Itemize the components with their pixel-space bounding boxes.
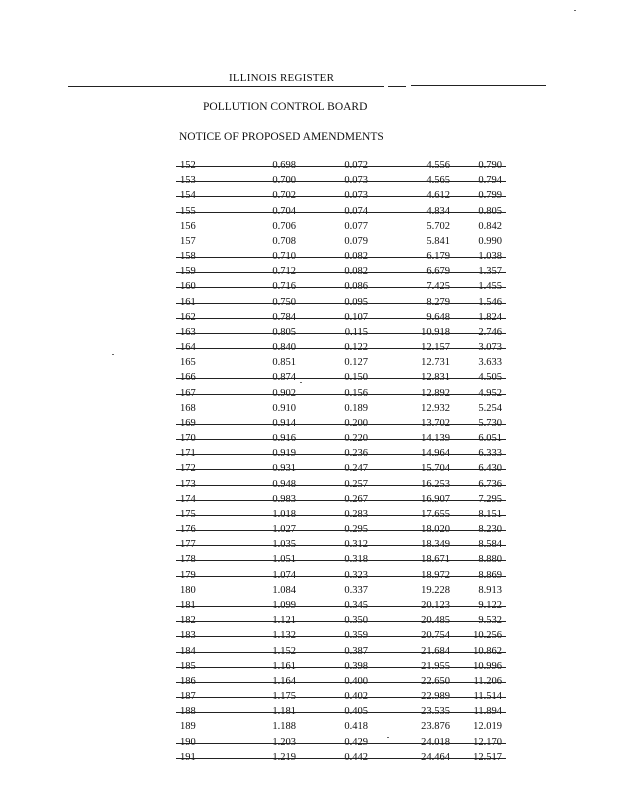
col-1-value: 0.851	[272, 357, 296, 369]
table-row	[176, 568, 506, 583]
table-row	[176, 719, 506, 734]
col-4-value: 4.505	[478, 372, 502, 384]
col-3-value: 13.702	[421, 417, 450, 429]
col-1-value: 0.750	[272, 296, 296, 308]
col-2-value: 0.073	[344, 175, 368, 187]
row-number: 163	[180, 326, 196, 338]
col-1-value: 1.152	[272, 645, 296, 657]
row-number: 188	[180, 706, 196, 718]
col-2-value: 0.220	[344, 433, 368, 445]
col-2-value: 0.337	[344, 584, 368, 596]
col-4-value: 6.430	[478, 463, 502, 475]
col-1-value: 1.018	[272, 508, 296, 520]
table-row	[176, 507, 506, 522]
col-1-value: 0.902	[272, 387, 296, 399]
row-number: 160	[180, 281, 196, 293]
col-1-value: 1.161	[272, 660, 296, 672]
col-1-value: 1.051	[272, 554, 296, 566]
col-1-value: 0.931	[272, 463, 296, 475]
row-number: 153	[180, 175, 196, 187]
row-number: 162	[180, 311, 196, 323]
table-row	[176, 355, 506, 370]
table-row	[176, 386, 506, 401]
col-2-value: 0.115	[344, 326, 368, 338]
col-3-value: 16.907	[421, 493, 450, 505]
col-3-value: 5.702	[426, 220, 450, 232]
table-row	[176, 628, 506, 643]
col-3-value: 18.671	[421, 554, 450, 566]
table-row	[176, 370, 506, 385]
row-number: 185	[180, 660, 196, 672]
table-row	[176, 173, 506, 188]
col-4-value: 10.256	[473, 630, 502, 642]
col-4-value: 9.532	[478, 615, 502, 627]
col-4-value: 11.514	[473, 691, 502, 703]
table-row	[176, 461, 506, 476]
col-3-value: 12.157	[421, 342, 450, 354]
col-3-value: 20.123	[421, 599, 450, 611]
col-2-value: 0.418	[344, 721, 368, 733]
col-2-value: 0.077	[344, 220, 368, 232]
col-4-value: 11.894	[473, 706, 502, 718]
col-1-value: 0.910	[272, 402, 296, 414]
col-2-value: 0.095	[344, 296, 368, 308]
table-row	[176, 492, 506, 507]
col-3-value: 21.955	[421, 660, 450, 672]
row-number: 180	[180, 584, 196, 596]
col-3-value: 8.279	[426, 296, 450, 308]
table-row	[176, 188, 506, 203]
col-2-value: 0.122	[344, 342, 368, 354]
row-number: 168	[180, 402, 196, 414]
row-number: 173	[180, 478, 196, 490]
col-4-value: 11.206	[473, 675, 502, 687]
col-2-value: 0.107	[344, 311, 368, 323]
row-number: 169	[180, 417, 196, 429]
row-number: 191	[180, 751, 196, 763]
col-4-value: 10.862	[473, 645, 502, 657]
col-4-value: 5.730	[478, 417, 502, 429]
row-number: 174	[180, 493, 196, 505]
col-1-value: 1.181	[272, 706, 296, 718]
col-4-value: 0.990	[478, 235, 502, 247]
table-row	[176, 522, 506, 537]
notice-heading: NOTICE OF PROPOSED AMENDMENTS	[179, 131, 384, 143]
col-2-value: 0.156	[344, 387, 368, 399]
table-row	[176, 295, 506, 310]
table-row	[176, 310, 506, 325]
col-1-value: 0.704	[272, 205, 296, 217]
col-1-value: 0.840	[272, 342, 296, 354]
col-2-value: 0.323	[344, 569, 368, 581]
row-number: 178	[180, 554, 196, 566]
row-number: 190	[180, 736, 196, 748]
row-number: 157	[180, 235, 196, 247]
col-2-value: 0.073	[344, 190, 368, 202]
col-4-value: 8.880	[478, 554, 502, 566]
col-2-value: 0.405	[344, 706, 368, 718]
table-row	[176, 279, 506, 294]
col-3-value: 18.972	[421, 569, 450, 581]
col-4-value: 0.799	[478, 190, 502, 202]
table-row	[176, 735, 506, 750]
col-3-value: 24.464	[421, 751, 450, 763]
col-2-value: 0.247	[344, 463, 368, 475]
col-4-value: 12.170	[473, 736, 502, 748]
row-number: 155	[180, 205, 196, 217]
table-row	[176, 446, 506, 461]
col-1-value: 0.919	[272, 448, 296, 460]
col-4-value: 8.151	[478, 508, 502, 520]
col-2-value: 0.402	[344, 691, 368, 703]
col-4-value: 12.019	[473, 721, 502, 733]
col-4-value: 3.633	[478, 357, 502, 369]
col-1-value: 0.712	[272, 266, 296, 278]
header-rule-right	[411, 85, 546, 86]
row-number: 158	[180, 251, 196, 263]
col-1-value: 0.706	[272, 220, 296, 232]
col-3-value: 10.918	[421, 326, 450, 338]
table-row	[176, 689, 506, 704]
col-4-value: 8.230	[478, 524, 502, 536]
col-3-value: 9.648	[426, 311, 450, 323]
col-2-value: 0.200	[344, 417, 368, 429]
col-4-value: 1.038	[478, 251, 502, 263]
col-2-value: 0.082	[344, 266, 368, 278]
table-row	[176, 537, 506, 552]
col-3-value: 18.020	[421, 524, 450, 536]
row-number: 165	[180, 357, 196, 369]
col-4-value: 8.913	[478, 584, 502, 596]
register-title: ILLINOIS REGISTER	[229, 72, 335, 84]
table-row	[176, 583, 506, 598]
col-3-value: 5.841	[426, 235, 450, 247]
col-3-value: 14.139	[421, 433, 450, 445]
row-number: 164	[180, 342, 196, 354]
col-4-value: 7.295	[478, 493, 502, 505]
col-4-value: 1.824	[478, 311, 502, 323]
row-number: 161	[180, 296, 196, 308]
col-3-value: 14.964	[421, 448, 450, 460]
col-4-value: 12.517	[473, 751, 502, 763]
col-1-value: 0.914	[272, 417, 296, 429]
col-4-value: 8.869	[478, 569, 502, 581]
col-2-value: 0.127	[344, 357, 368, 369]
table-row	[176, 204, 506, 219]
col-1-value: 0.716	[272, 281, 296, 293]
table-row	[176, 613, 506, 628]
table-row	[176, 401, 506, 416]
row-number: 183	[180, 630, 196, 642]
col-3-value: 19.228	[421, 584, 450, 596]
col-2-value: 0.429	[344, 736, 368, 748]
col-3-value: 4.565	[426, 175, 450, 187]
board-name: POLLUTION CONTROL BOARD	[203, 101, 368, 113]
col-3-value: 7.425	[426, 281, 450, 293]
table-row	[176, 704, 506, 719]
col-1-value: 1.203	[272, 736, 296, 748]
table-row	[176, 234, 506, 249]
col-3-value: 24.018	[421, 736, 450, 748]
col-2-value: 0.387	[344, 645, 368, 657]
col-4-value: 0.842	[478, 220, 502, 232]
col-2-value: 0.150	[344, 372, 368, 384]
col-3-value: 23.535	[421, 706, 450, 718]
table-row	[176, 644, 506, 659]
col-3-value: 20.754	[421, 630, 450, 642]
row-number: 170	[180, 433, 196, 445]
table-row	[176, 431, 506, 446]
row-number: 159	[180, 266, 196, 278]
col-2-value: 0.345	[344, 599, 368, 611]
col-4-value: 10.996	[473, 660, 502, 672]
col-3-value: 6.179	[426, 251, 450, 263]
col-4-value: 3.073	[478, 342, 502, 354]
row-number: 172	[180, 463, 196, 475]
col-3-value: 4.556	[426, 160, 450, 171]
col-3-value: 21.684	[421, 645, 450, 657]
col-1-value: 0.948	[272, 478, 296, 490]
col-1-value: 0.700	[272, 175, 296, 187]
row-number: 181	[180, 599, 196, 611]
col-2-value: 0.312	[344, 539, 368, 551]
col-1-value: 0.916	[272, 433, 296, 445]
table-row	[176, 750, 506, 765]
col-4-value: 0.790	[478, 160, 502, 171]
row-number: 182	[180, 615, 196, 627]
col-3-value: 12.932	[421, 402, 450, 414]
row-number: 184	[180, 645, 196, 657]
col-2-value: 0.283	[344, 508, 368, 520]
table-row	[176, 659, 506, 674]
col-4-value: 9.122	[478, 599, 502, 611]
row-number: 166	[180, 372, 196, 384]
table-row	[176, 340, 506, 355]
col-2-value: 0.350	[344, 615, 368, 627]
col-1-value: 0.698	[272, 160, 296, 171]
col-3-value: 6.679	[426, 266, 450, 278]
col-4-value: 1.357	[478, 266, 502, 278]
data-table	[176, 158, 506, 765]
col-3-value: 4.834	[426, 205, 450, 217]
scan-speck	[574, 10, 576, 11]
col-1-value: 0.702	[272, 190, 296, 202]
col-2-value: 0.295	[344, 524, 368, 536]
col-3-value: 12.892	[421, 387, 450, 399]
table-row	[176, 325, 506, 340]
row-number: 167	[180, 387, 196, 399]
scan-speck	[112, 354, 114, 355]
col-2-value: 0.400	[344, 675, 368, 687]
col-2-value: 0.079	[344, 235, 368, 247]
col-3-value: 20.485	[421, 615, 450, 627]
col-4-value: 8.584	[478, 539, 502, 551]
row-number: 154	[180, 190, 196, 202]
col-3-value: 12.831	[421, 372, 450, 384]
col-1-value: 1.219	[272, 751, 296, 763]
col-1-value: 1.164	[272, 675, 296, 687]
col-4-value: 1.455	[478, 281, 502, 293]
col-4-value: 6.051	[478, 433, 502, 445]
table-row	[176, 219, 506, 234]
col-3-value: 12.731	[421, 357, 450, 369]
col-3-value: 22.650	[421, 675, 450, 687]
table-row	[176, 416, 506, 431]
col-3-value: 15.704	[421, 463, 450, 475]
col-2-value: 0.267	[344, 493, 368, 505]
row-number: 175	[180, 508, 196, 520]
col-2-value: 0.318	[344, 554, 368, 566]
col-2-value: 0.398	[344, 660, 368, 672]
col-1-value: 1.188	[272, 721, 296, 733]
row-number: 156	[180, 220, 196, 232]
scan-speck	[300, 382, 302, 383]
table-row	[176, 674, 506, 689]
row-number: 177	[180, 539, 196, 551]
col-2-value: 0.074	[344, 205, 368, 217]
col-4-value: 5.254	[478, 402, 502, 414]
col-2-value: 0.359	[344, 630, 368, 642]
col-1-value: 0.983	[272, 493, 296, 505]
col-1-value: 0.708	[272, 235, 296, 247]
col-1-value: 1.099	[272, 599, 296, 611]
col-2-value: 0.086	[344, 281, 368, 293]
table-row	[176, 477, 506, 492]
col-3-value: 22.989	[421, 691, 450, 703]
table-row	[176, 249, 506, 264]
col-1-value: 1.084	[272, 584, 296, 596]
col-3-value: 18.349	[421, 539, 450, 551]
col-2-value: 0.082	[344, 251, 368, 263]
scan-speck	[387, 737, 389, 738]
col-3-value: 23.876	[421, 721, 450, 733]
col-4-value: 0.805	[478, 205, 502, 217]
col-1-value: 1.132	[272, 630, 296, 642]
col-1-value: 1.175	[272, 691, 296, 703]
row-number: 152	[180, 160, 196, 171]
col-2-value: 0.072	[344, 160, 368, 171]
table-row	[176, 598, 506, 613]
table-row	[176, 264, 506, 279]
col-2-value: 0.257	[344, 478, 368, 490]
col-4-value: 1.546	[478, 296, 502, 308]
col-1-value: 1.121	[272, 615, 296, 627]
header-rule-left	[68, 86, 384, 87]
col-2-value: 0.189	[344, 402, 368, 414]
col-4-value: 2.746	[478, 326, 502, 338]
col-4-value: 6.736	[478, 478, 502, 490]
col-1-value: 0.874	[272, 372, 296, 384]
row-number: 179	[180, 569, 196, 581]
col-4-value: 0.794	[478, 175, 502, 187]
row-number: 189	[180, 721, 196, 733]
col-1-value: 0.805	[272, 326, 296, 338]
col-2-value: 0.442	[344, 751, 368, 763]
col-3-value: 16.253	[421, 478, 450, 490]
col-1-value: 1.074	[272, 569, 296, 581]
col-1-value: 0.784	[272, 311, 296, 323]
col-3-value: 17.655	[421, 508, 450, 520]
col-1-value: 1.035	[272, 539, 296, 551]
header-rule-mid	[388, 86, 406, 87]
row-number: 187	[180, 691, 196, 703]
col-3-value: 4.612	[426, 190, 450, 202]
col-4-value: 4.952	[478, 387, 502, 399]
row-number: 171	[180, 448, 196, 460]
row-number: 186	[180, 675, 196, 687]
table-row	[176, 158, 506, 173]
col-1-value: 1.027	[272, 524, 296, 536]
col-2-value: 0.236	[344, 448, 368, 460]
table-row	[176, 552, 506, 567]
col-4-value: 6.333	[478, 448, 502, 460]
col-1-value: 0.710	[272, 251, 296, 263]
row-number: 176	[180, 524, 196, 536]
